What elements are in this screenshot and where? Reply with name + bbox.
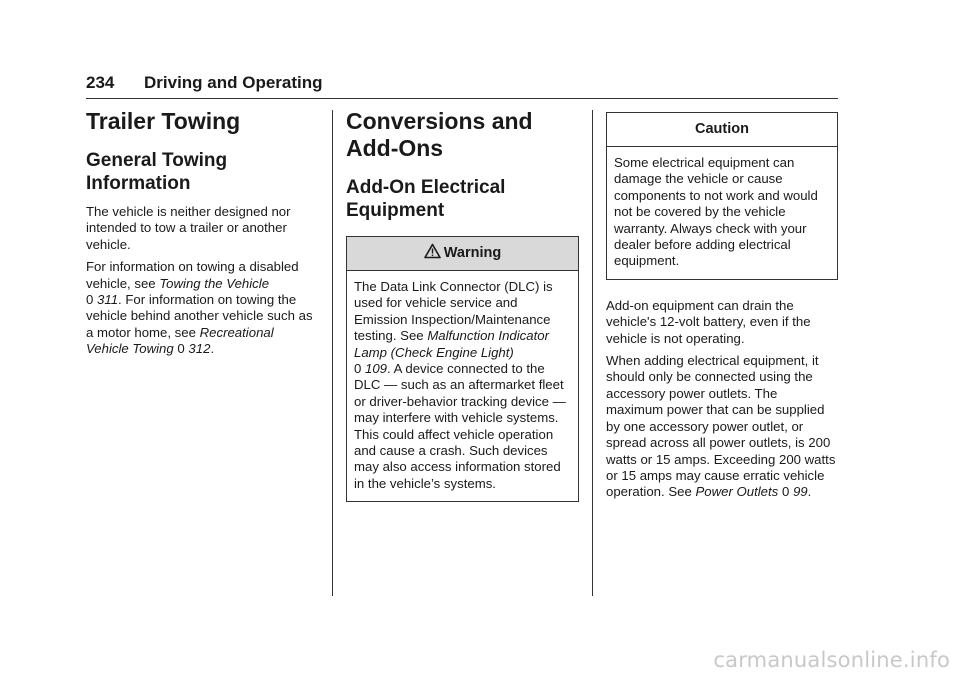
warning-body [347,271,578,501]
warning-title: Warning [443,245,502,261]
link-malfunction-indicator-lamp[interactable]: Malfunction Indicator Lamp (Check Engine Light) [354,328,549,360]
warning-text: The Data Link Connector (DLC) is used for vehicle service and Emission Inspection/Maintenance testing. See Malfunction Indicator Lamp (Check Engine Light) 0 109. A device connected to the DLC — such as an aftermarket fleet or driver-behavior tracking device — may interfere with vehicle systems. This could affect vehicle operation and cause a crash. Such devices may also access information stored in the vehicle’s systems. [354,279,566,491]
column-divider-2 [592,110,593,596]
page-ref-109[interactable]: 109 [365,361,388,377]
section-title: Driving and Operating [144,73,323,92]
column-1 [86,108,320,358]
running-header [86,72,838,99]
caution-title: Caution [695,121,749,137]
page-ref-312[interactable]: 312 [188,341,211,357]
page-ref-icon: 0 [354,361,362,377]
page-ref-icon: 0 [86,292,94,308]
link-towing-the-vehicle[interactable]: Towing the Vehicle [159,275,270,291]
watermark: carmanualsonline.info [713,648,950,672]
caution-text: Some electrical equipment can damage the vehicle or cause components to not work and would not be covered by the vehicle warranty. Always check with your dealer before adding electrical equipment. [614,155,818,269]
page-ref-311[interactable]: 311 [97,292,119,308]
column-3 [606,108,838,501]
paragraph-power-outlets: When adding electrical equipment, it should only be connected using the accessory power outlets. The maximum power that can be supplied by one accessory power outlet, or spread across all power outlets, is 200 watts or 15 amps. Exceeding 200 watts or 15 amps may cause erratic vehicle operation. See Power Outlets 0 99. [606,353,836,500]
paragraph-towing-intro: The vehicle is neither designed nor intended to tow a trailer or another vehicle. [86,204,291,252]
page-ref-icon: 0 [177,341,185,357]
paragraph-battery-drain: Add-on equipment can drain the vehicle's 12-volt battery, even if the vehicle is not operating. [606,297,811,346]
caution-box [606,112,838,280]
column-2 [346,108,579,502]
link-recreational-vehicle-towing[interactable]: Recreational Vehicle Towing [86,324,274,357]
heading-add-on-electrical-equipment: Add-On Electrical Equipment [346,177,506,221]
caution-body [607,147,837,279]
page-ref-icon: 0 [781,484,790,500]
warning-triangle-icon [424,243,441,259]
heading-general-towing-information: General Towing Information [86,150,228,194]
paragraph-towing-references: For information on towing a disabled vehicle, see Towing the Vehicle 0 311. For information on towing the vehicle behind another vehicle such as a motor home, see Recreational Vehicle Towing 0 312. [86,259,313,357]
heading-trailer-towing: Trailer Towing [86,108,241,134]
warning-header [347,237,578,271]
heading-conversions-and-add-ons: Conversions and Add-Ons [346,108,533,161]
link-power-outlets[interactable]: Power Outlets [695,484,779,500]
column-divider-1 [332,110,333,596]
page-number: 234 [86,73,115,92]
warning-box [346,236,579,502]
caution-header [607,113,837,147]
page-ref-99[interactable]: 99 [792,484,808,500]
